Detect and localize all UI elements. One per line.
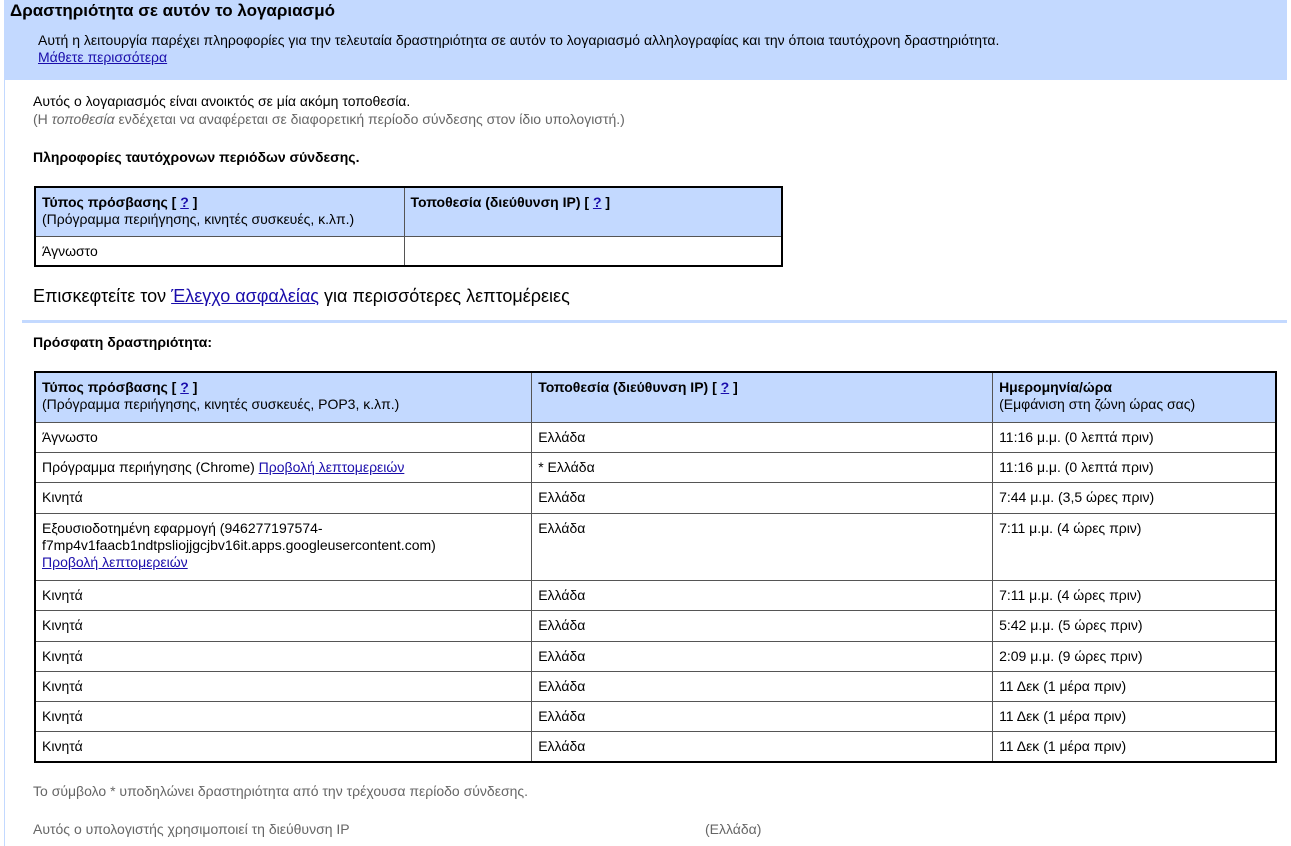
cell-location: Ελλάδα: [532, 731, 993, 762]
view-details-link[interactable]: Προβολή λεπτομερειών: [258, 458, 405, 475]
table-row: [35, 641, 1276, 671]
cell-access: Κινητά: [35, 731, 532, 762]
table-row: [35, 671, 1276, 701]
cell-date: 11:16 μ.μ. (0 λεπτά πριν): [993, 452, 1276, 482]
col-location: Τοποθεσία (διεύθυνση IP) [ ? ]: [404, 187, 782, 236]
table-header-row: [35, 187, 782, 236]
col-access-type-sub: (Πρόγραμμα περιήγησης, κινητές συσκευές, κ.λπ.): [42, 211, 355, 227]
cell-location: Ελλάδα: [532, 701, 993, 731]
current-ip-line: [33, 821, 762, 837]
cell-date: 7:44 μ.μ. (3,5 ώρες πριν): [993, 482, 1276, 513]
cell-location: Ελλάδα: [532, 482, 993, 513]
cell-access: Κινητά: [35, 641, 532, 671]
access-type-help-link[interactable]: ?: [180, 194, 189, 210]
cell-access: Εξουσιοδοτημένη εφαρμογή (946277197574- f7mp4v1faacb1ndtpsliojjgcjbv16it.apps.googleusercontent.com) Προβολή λεπτομερειών: [35, 513, 532, 580]
table-row: [35, 236, 782, 266]
access-type-help-link[interactable]: ?: [180, 379, 189, 395]
cell-location: Ελλάδα: [532, 580, 993, 610]
table-row: [35, 513, 1276, 580]
section-divider: [22, 320, 1287, 323]
header-description: Αυτή η λειτουργία παρέχει πληροφορίες για την τελευταία δραστηριότητα σε αυτόν το λογαριασμό αλληλογραφίας και την όποια ταυτόχρονη δραστηριότητα.: [38, 32, 1000, 48]
table-header-row: [35, 372, 1276, 422]
col-access-type-sub: (Πρόγραμμα περιήγησης, κινητές συσκευές, POP3, κ.λπ.): [42, 396, 400, 412]
cell-date: 11 Δεκ (1 μέρα πριν): [993, 671, 1276, 701]
cell-access: Άγνωστο: [35, 422, 532, 452]
col-access-type: Τύπος πρόσβασης [ ? ] (Πρόγραμμα περιήγησης, κινητές συσκευές, κ.λπ.): [35, 187, 404, 236]
col-date-time-sub: (Εμφάνιση στη ζώνη ώρας σας): [999, 396, 1196, 412]
cell-location: Ελλάδα: [532, 422, 993, 452]
cell-date: 2:09 μ.μ. (9 ώρες πριν): [993, 641, 1276, 671]
location-help-link[interactable]: ?: [720, 379, 730, 395]
security-checkup-line: Επισκεφτείτε τον Έλεγχο ασφαλείας για περισσότερες λεπτομέρειες: [33, 286, 570, 306]
cell-access: Κινητά: [35, 482, 532, 513]
concurrent-sessions-table: [34, 186, 783, 267]
page-title: Δραστηριότητα σε αυτόν το λογαριασμό: [10, 1, 335, 20]
table-row: [35, 580, 1276, 610]
view-details-link[interactable]: Προβολή λεπτομερειών: [42, 553, 188, 570]
security-checkup-link[interactable]: Έλεγχο ασφαλείας: [171, 286, 319, 306]
cell-access: Κινητά: [35, 701, 532, 731]
current-session-footnote: Το σύμβολο * υποδηλώνει δραστηριότητα από την τρέχουσα περίοδο σύνδεσης.: [33, 783, 529, 799]
recent-activity-table: [34, 371, 1277, 763]
table-row: [35, 452, 1276, 482]
cell-date: 11 Δεκ (1 μέρα πριν): [993, 731, 1276, 762]
cell-location: * Ελλάδα: [532, 452, 993, 482]
ip-country: (Ελλάδα): [705, 821, 762, 837]
col-access-type: Τύπος πρόσβασης [ ? ] (Πρόγραμμα περιήγησης, κινητές συσκευές, POP3, κ.λπ.): [35, 372, 532, 422]
cell-access: Πρόγραμμα περιήγησης (Chrome) Προβολή λεπτομερειών: [35, 452, 532, 482]
learn-more-link[interactable]: Μάθετε περισσότερα: [38, 49, 168, 65]
left-border: [4, 80, 5, 846]
table-row: [35, 610, 1276, 641]
status-note-prefix: (Η: [33, 111, 52, 127]
concurrent-sessions-title: Πληροφορίες ταυτόχρονων περιόδων σύνδεσης.: [33, 149, 360, 165]
status-note-italic: τοποθεσία: [51, 111, 115, 127]
cell-location: [404, 236, 782, 266]
cell-date: 7:11 μ.μ. (4 ώρες πριν): [993, 513, 1276, 580]
cell-access: Άγνωστο: [35, 236, 404, 266]
table-row: [35, 731, 1276, 762]
cell-access: Κινητά: [35, 610, 532, 641]
col-location: Τοποθεσία (διεύθυνση IP) [ ? ]: [532, 372, 993, 422]
table-row: [35, 482, 1276, 513]
activity-header: [4, 0, 1287, 80]
cell-location: Ελλάδα: [532, 513, 993, 580]
cell-date: 11 Δεκ (1 μέρα πριν): [993, 701, 1276, 731]
status-message: Αυτός ο λογαριασμός είναι ανοικτός σε μία ακόμη τοποθεσία.: [33, 93, 411, 109]
cell-location: Ελλάδα: [532, 671, 993, 701]
cell-access: Κινητά: [35, 580, 532, 610]
location-help-link[interactable]: ?: [592, 194, 602, 210]
col-date-time: Ημερομηνία/ώρα (Εμφάνιση στη ζώνη ώρας σας): [993, 372, 1276, 422]
status-note: [33, 111, 625, 127]
cell-location: Ελλάδα: [532, 641, 993, 671]
cell-date: 5:42 μ.μ. (5 ώρες πριν): [993, 610, 1276, 641]
ip-label: Αυτός ο υπολογιστής χρησιμοποιεί τη διεύθυνση IP: [33, 821, 350, 837]
table-row: [35, 422, 1276, 452]
table-row: [35, 701, 1276, 731]
cell-date: 11:16 μ.μ. (0 λεπτά πριν): [993, 422, 1276, 452]
cell-date: 7:11 μ.μ. (4 ώρες πριν): [993, 580, 1276, 610]
status-note-suffix: ενδέχεται να αναφέρεται σε διαφορετική περίοδο σύνδεσης στον ίδιο υπολογιστή.): [114, 111, 625, 127]
cell-location: Ελλάδα: [532, 610, 993, 641]
recent-activity-title: Πρόσφατη δραστηριότητα:: [33, 334, 212, 350]
cell-access: Κινητά: [35, 671, 532, 701]
